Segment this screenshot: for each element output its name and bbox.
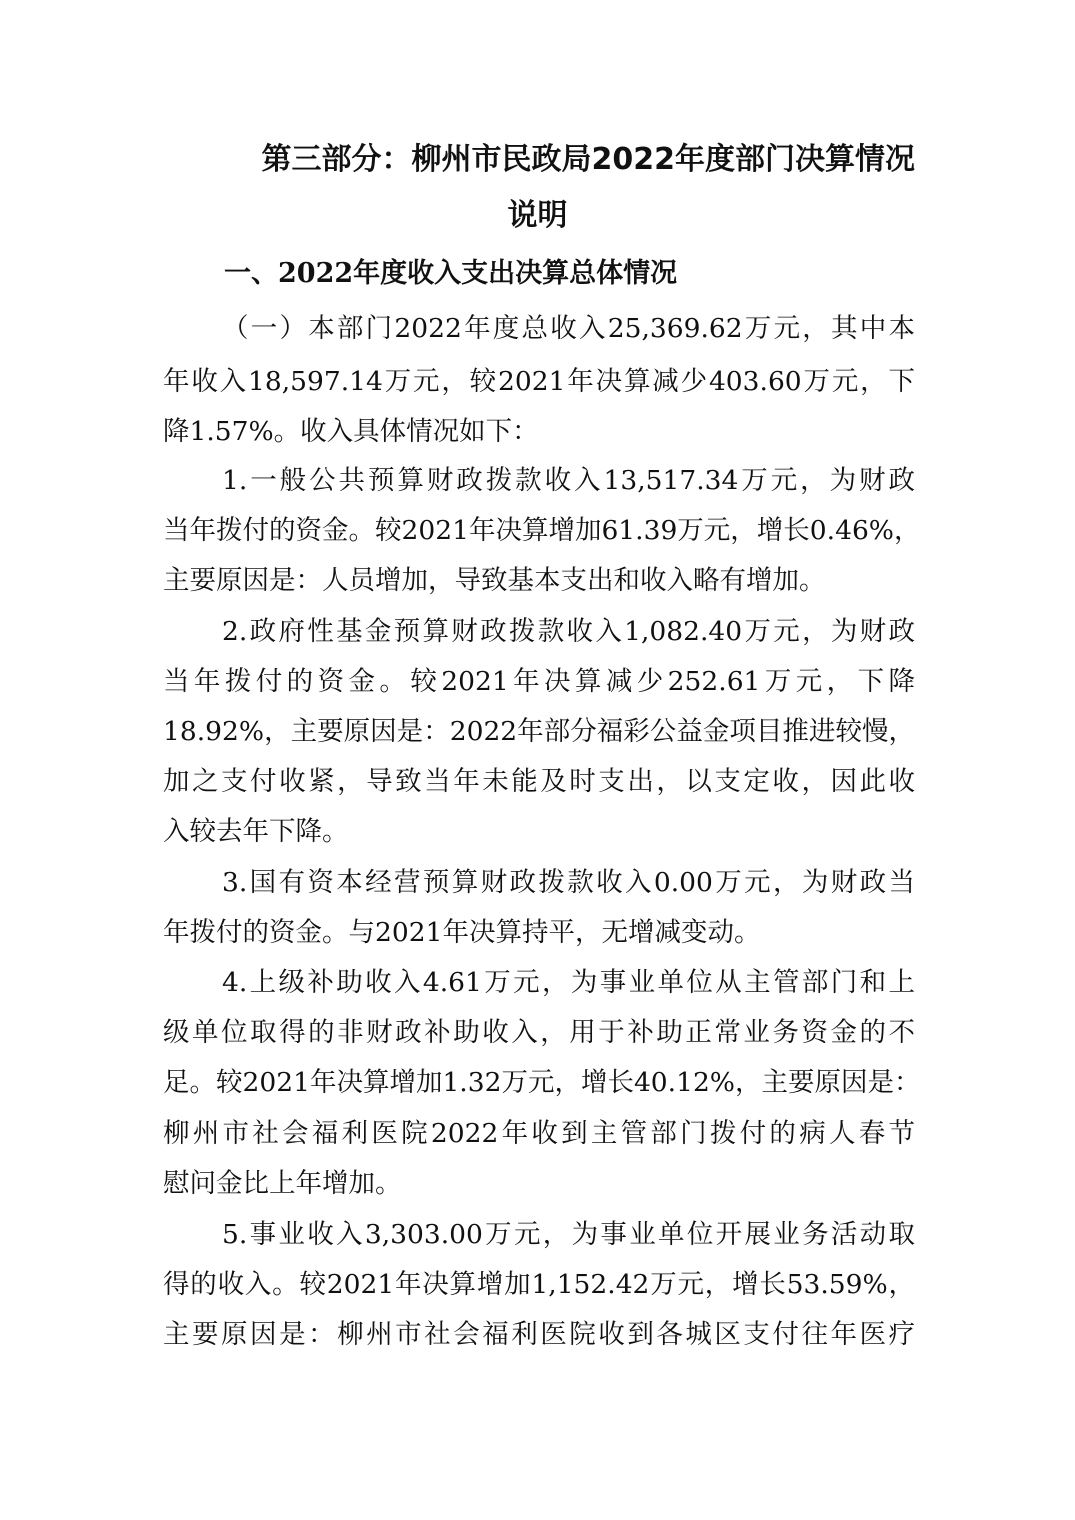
body-line: 当年拨付的资金。较2021年决算增加61.39万元，增长0.46%， <box>163 515 921 546</box>
body-line: （一）本部门2022年度总收入25,369.62万元，其中本 <box>222 313 915 344</box>
body-line: 4.上级补助收入4.61万元，为事业单位从主管部门和上 <box>222 967 915 998</box>
body-line: 降1.57%。收入具体情况如下： <box>163 416 539 447</box>
body-line: 入较去年下降。 <box>163 816 349 847</box>
body-line: 18.92%，主要原因是：2022年部分福彩公益金项目推进较慢， <box>163 716 915 747</box>
body-line: 主要原因是：人员增加，导致基本支出和收入略有增加。 <box>163 565 826 596</box>
body-line: 柳州市社会福利医院2022年收到主管部门拨付的病人春节 <box>163 1118 915 1149</box>
body-line: 年拨付的资金。与2021年决算持平，无增减变动。 <box>163 917 761 948</box>
body-line: 年收入18,597.14万元，较2021年决算减少403.60万元，下 <box>163 366 915 397</box>
body-line: 加之支付收紧，导致当年未能及时支出，以支定收，因此收 <box>163 766 915 797</box>
body-line: 主要原因是：柳州市社会福利医院收到各城区支付往年医疗 <box>163 1319 915 1350</box>
section-heading: 一、2022年度收入支出决算总体情况 <box>224 258 678 289</box>
body-line: 慰问金比上年增加。 <box>163 1168 402 1199</box>
document-title-line2: 说明 <box>507 198 568 233</box>
body-line: 3.国有资本经营预算财政拨款收入0.00万元，为财政当 <box>222 867 915 898</box>
body-line: 足。较2021年决算增加1.32万元，增长40.12%，主要原因是： <box>163 1067 921 1098</box>
body-line: 5.事业收入3,303.00万元，为事业单位开展业务活动取 <box>222 1219 915 1250</box>
body-line: 1.一般公共预算财政拨款收入13,517.34万元，为财政 <box>222 465 915 496</box>
body-line: 2.政府性基金预算财政拨款收入1,082.40万元，为财政 <box>222 616 915 647</box>
body-line: 得的收入。较2021年决算增加1,152.42万元，增长53.59%， <box>163 1269 915 1300</box>
body-line: 当年拨付的资金。较2021年决算减少252.61万元，下降 <box>163 666 915 697</box>
body-line: 级单位取得的非财政补助收入，用于补助正常业务资金的不 <box>163 1017 915 1048</box>
document-title-line1: 第三部分：柳州市民政局2022年度部门决算情况 <box>261 142 915 177</box>
